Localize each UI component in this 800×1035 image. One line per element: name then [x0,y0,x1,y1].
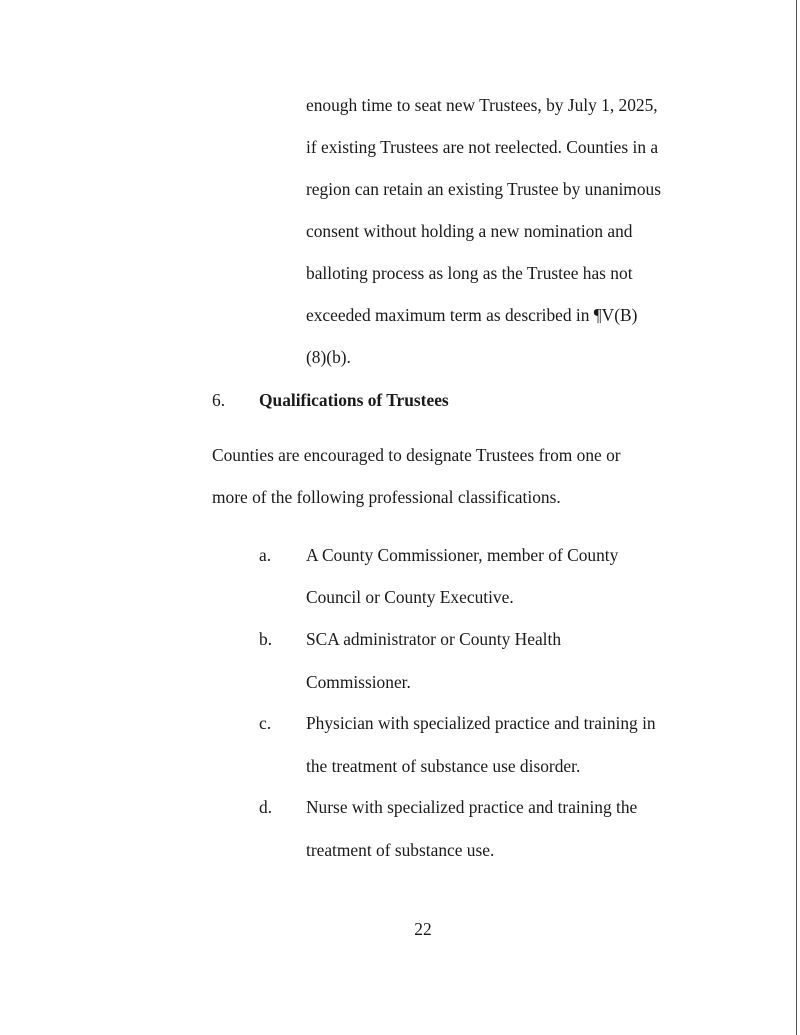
list-item-d-line-2: treatment of substance use. [306,840,495,860]
list-item-a-line-1: A County Commissioner, member of County [306,545,619,565]
continuation-line-7: (8)(b). [306,347,351,367]
list-item-a-line-2: Council or County Executive. [306,587,514,607]
list-item-a-letter: a. [259,545,272,565]
continuation-line-1: enough time to seat new Trustees, by July 1, 2025, [306,95,658,115]
section-number: 6. [212,390,226,410]
list-item-c-line-2: the treatment of substance use disorder. [306,756,581,776]
list-item-c-letter: c. [259,713,272,733]
intro-line-1: Counties are encouraged to designate Trustees from one or [212,445,621,465]
continuation-line-3: region can retain an existing Trustee by unanimous [306,179,661,199]
list-item-d-line-1: Nurse with specialized practice and training the [306,797,638,817]
list-item-b-line-2: Commissioner. [306,672,411,692]
continuation-line-4: consent without holding a new nomination and [306,221,633,241]
section-title: Qualifications of Trustees [259,390,449,410]
page-number: 22 [414,919,432,939]
intro-line-2: more of the following professional classifications. [212,487,561,507]
list-item-c-line-1: Physician with specialized practice and training in [306,713,656,733]
list-item-d-letter: d. [259,797,273,817]
continuation-line-5: balloting process as long as the Trustee has not [306,263,633,283]
continuation-line-6: exceeded maximum term as described in ¶V(B) [306,305,638,325]
list-item-b-letter: b. [259,629,273,649]
list-item-b-line-1: SCA administrator or County Health [306,629,562,649]
continuation-line-2: if existing Trustees are not reelected. Counties in a [306,137,659,157]
